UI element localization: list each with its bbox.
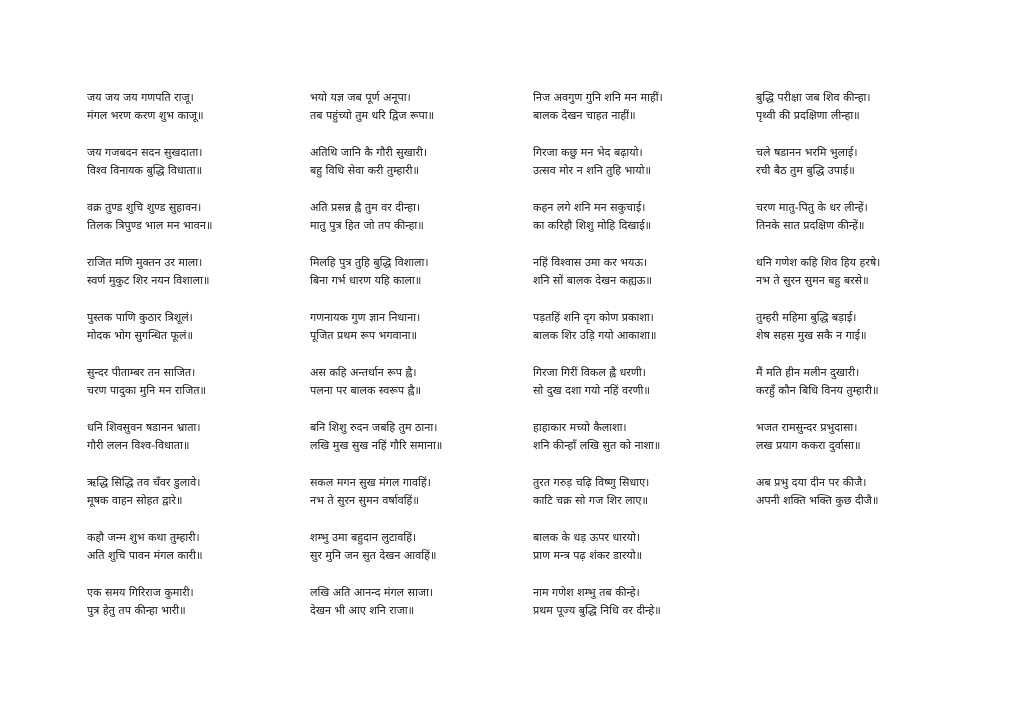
verse-line: धनि शिवसुवन षडानन भ्राता।: [87, 421, 201, 434]
verse-line: जय गजबदन सदन सुखदाता।: [87, 146, 203, 159]
verse-line: बिना गर्भ धारण यहि काला॥: [310, 273, 422, 287]
verse-stanza: [87, 199, 302, 254]
verse-line: शम्भु उमा बहुदान लुटावहिं।: [310, 531, 417, 544]
verse-stanza: [310, 584, 525, 639]
verse-line: बालक के धड़ ऊपर धारयो।: [533, 531, 641, 544]
verse-stanza: [87, 474, 302, 529]
verse-line: भजत रामसुन्दर प्रभुदासा।: [756, 421, 858, 434]
verse-line: अतिथि जानि कै गौरी सुखारी।: [310, 146, 427, 159]
verse-stanza: [87, 364, 302, 419]
verse-stanza: [310, 364, 525, 419]
verse-line: चले षडानन भरमि भुलाई।: [756, 146, 858, 159]
verse-stanza: [533, 529, 748, 584]
verse-stanza: [756, 474, 971, 529]
verse-line: तुरत गरुड़ चढ़ि विष्णु सिधाए।: [533, 476, 650, 489]
verse-line: निज अवगुण गुनि शनि मन माहीं।: [533, 91, 663, 104]
verse-line: पुत्र हेतु तप कीन्हा भारी॥: [87, 603, 186, 617]
verse-line: पुस्तक पाणि कुठार त्रिशूलं।: [87, 311, 193, 324]
verse-stanza: [87, 254, 302, 309]
verse-stanza: [533, 309, 748, 364]
verse-stanza: [533, 584, 748, 639]
verse-line: रची बैठ तुम बुद्धि उपाई॥: [756, 163, 855, 177]
verse-column-4: [756, 89, 971, 529]
verse-line: गिरजा कछु मन भेद बढ़ायो।: [533, 146, 643, 159]
verse-line: पड़तहिं शनि दृग कोण प्रकाशा।: [533, 311, 654, 324]
verse-line: गणनायक गुण ज्ञान निधाना।: [310, 311, 421, 324]
verse-line: सुर मुनि जन सुत देखन आवहिं॥: [310, 548, 437, 562]
verse-line: करहुँ कौन बिधि विनय तुम्हारी॥: [756, 383, 879, 397]
verse-line: अति शुचि पावन मंगल कारी॥: [87, 548, 203, 562]
verse-line: मूषक वाहन सोहत द्वारे॥: [87, 493, 183, 507]
verse-column-3: [533, 89, 748, 639]
verse-line: नहिं विश्वास उमा कर भयऊ।: [533, 256, 648, 269]
verse-stanza: [756, 419, 971, 474]
verse-line: राजित मणि मुक्तन उर माला।: [87, 256, 203, 269]
verse-line: अब प्रभु दया दीन पर कीजै।: [756, 476, 867, 489]
verse-line: जय जय जय गणपति राजू।: [87, 91, 194, 104]
verse-line: अपनी शक्ति भक्ति कुछ दीजै॥: [756, 493, 879, 507]
verse-line: पूजित प्रथम रूप भगवाना॥: [310, 328, 418, 342]
verse-line: पृथ्वी की प्रदक्षिणा लीन्हा॥: [756, 108, 860, 122]
verse-stanza: [533, 199, 748, 254]
verse-stanza: [87, 144, 302, 199]
verse-line: स्वर्ण मुकुट शिर नयन विशाला॥: [87, 273, 210, 287]
verse-line: गिरजा गिरीं विकल ह्वै धरणी।: [533, 366, 646, 379]
verse-line: देखन भी आए शनि राजा॥: [310, 603, 415, 617]
verse-line: एक समय गिरिराज कुमारी।: [87, 586, 194, 599]
verse-line: शनि सों बालक देखन कह्यऊ॥: [533, 273, 653, 287]
verse-stanza: [310, 254, 525, 309]
verse-line: चरण मातु-पितु के धर लीन्हें।: [756, 201, 868, 214]
verse-stanza: [87, 419, 302, 474]
verse-line: मैं मति हीन मलीन दुखारी।: [756, 366, 860, 379]
verse-stanza: [310, 309, 525, 364]
verse-column-1: [87, 89, 302, 639]
verse-line: धनि गणेश कहि शिव हिय हरषे।: [756, 256, 881, 269]
verse-stanza: [310, 144, 525, 199]
verse-line: भयो यज्ञ जब पूर्ण अनूपा।: [310, 91, 411, 104]
verse-line: ऋद्धि सिद्धि तव चँवर डुलावे।: [87, 476, 201, 489]
verse-line: काटि चक्र सो गज शिर लाए॥: [533, 493, 649, 507]
verse-line: शेष सहस मुख सकै न गाई॥: [756, 328, 867, 342]
verse-stanza: [533, 144, 748, 199]
verse-stanza: [310, 89, 525, 144]
verse-line: कहन लगे शनि मन सकुचाई।: [533, 201, 646, 214]
verse-stanza: [756, 89, 971, 144]
verse-line: बहु विधि सेवा करी तुम्हारी॥: [310, 163, 420, 177]
verse-stanza: [87, 309, 302, 364]
verse-line: बालक शिर उड़ि गयो आकाशा॥: [533, 328, 657, 342]
verse-column-2: [310, 89, 525, 639]
verse-line: गौरी ललन विश्व-विधाता॥: [87, 438, 190, 452]
verse-line: का करिहौ शिशु मोहि दिखाई॥: [533, 218, 652, 232]
verse-line: विश्व विनायक बुद्धि विधाता॥: [87, 163, 203, 177]
verse-stanza: [533, 364, 748, 419]
verse-line: अति प्रसन्न ह्वै तुम वर दीन्हा।: [310, 201, 421, 214]
verse-line: लखि मुख सुख नहिं गौरि समाना॥: [310, 438, 443, 452]
verse-line: चरण पादुका मुनि मन राजित॥: [87, 383, 207, 397]
verse-line: नाम गणेश शम्भु तब कीन्हे।: [533, 586, 640, 599]
verse-line: मिलहि पुत्र तुहि बुद्धि विशाला।: [310, 256, 429, 269]
verse-line: शनि कीन्हॉं लखि सुत को नाशा॥: [533, 438, 661, 452]
verse-stanza: [533, 419, 748, 474]
verse-line: उत्सव मोर न शनि तुहि भायो॥: [533, 163, 652, 177]
verse-line: सुन्दर पीताम्बर तन साजित।: [87, 366, 196, 379]
verse-line: मातु पुत्र हित जो तप कीन्हा॥: [310, 218, 424, 232]
verse-line: लख प्रयाग ककरा दुर्वासा॥: [756, 438, 861, 452]
verse-line: बनि शिशु रुदन जबहि तुम ठाना।: [310, 421, 438, 434]
verse-line: पलना पर बालक स्वरूप ह्वै॥: [310, 383, 422, 397]
verse-stanza: [756, 254, 971, 309]
verse-stanza: [756, 309, 971, 364]
verse-line: कहौ जन्म शुभ कथा तुम्हारी।: [87, 531, 200, 544]
verse-line: वक्र तुण्ड शुचि शुण्ड सुहावन।: [87, 201, 202, 214]
verse-line: नभ ते सुरन सुमन बहु बरसे॥: [756, 273, 869, 287]
verse-line: तुम्हरी महिमा बुद्धि बड़ाई।: [756, 311, 857, 324]
verse-stanza: [310, 529, 525, 584]
verse-line: नभ ते सुरन सुमन वर्षावहिं॥: [310, 493, 419, 507]
verse-stanza: [533, 89, 748, 144]
verse-stanza: [756, 199, 971, 254]
verse-line: तिनके सात प्रदक्षिण कीन्हें॥: [756, 218, 865, 232]
verse-line: तिलक त्रिपुण्ड भाल मन भावन॥: [87, 218, 213, 232]
verse-line: लखि अति आनन्द मंगल साजा।: [310, 586, 434, 599]
verse-stanza: [756, 144, 971, 199]
verse-stanza: [310, 419, 525, 474]
verse-stanza: [87, 529, 302, 584]
verse-stanza: [533, 474, 748, 529]
verse-stanza: [310, 474, 525, 529]
verse-line: बुद्धि परीक्षा जब शिव कीन्हा।: [756, 91, 871, 104]
verse-line: अस कहि अन्तर्धान रूप ह्वै।: [310, 366, 417, 379]
verse-stanza: [87, 89, 302, 144]
verse-stanza: [756, 364, 971, 419]
verse-stanza: [310, 199, 525, 254]
verse-line: हाहाकार मच्यो कैलाशा।: [533, 421, 627, 434]
verse-stanza: [87, 584, 302, 639]
verse-line: प्राण मन्त्र पढ़ शंकर डारयो॥: [533, 548, 643, 562]
verse-line: मोदक भोग सुगन्धित फूलं॥: [87, 328, 194, 342]
verse-line: सकल मगन सुख मंगल गावहिं।: [310, 476, 431, 489]
verse-line: मंगल भरण करण शुभ काजू॥: [87, 108, 204, 122]
verse-line: प्रथम पूज्य बुद्धि निधि वर दीन्हे॥: [533, 603, 661, 617]
verse-stanza: [533, 254, 748, 309]
verse-line: तब पहुंच्यो तुम धरि द्विज रूपा॥: [310, 108, 435, 122]
verse-line: बालक देखन चाहत नाहीं॥: [533, 108, 636, 122]
verse-line: सो दुख दशा गयो नहिं वरणी॥: [533, 383, 650, 397]
